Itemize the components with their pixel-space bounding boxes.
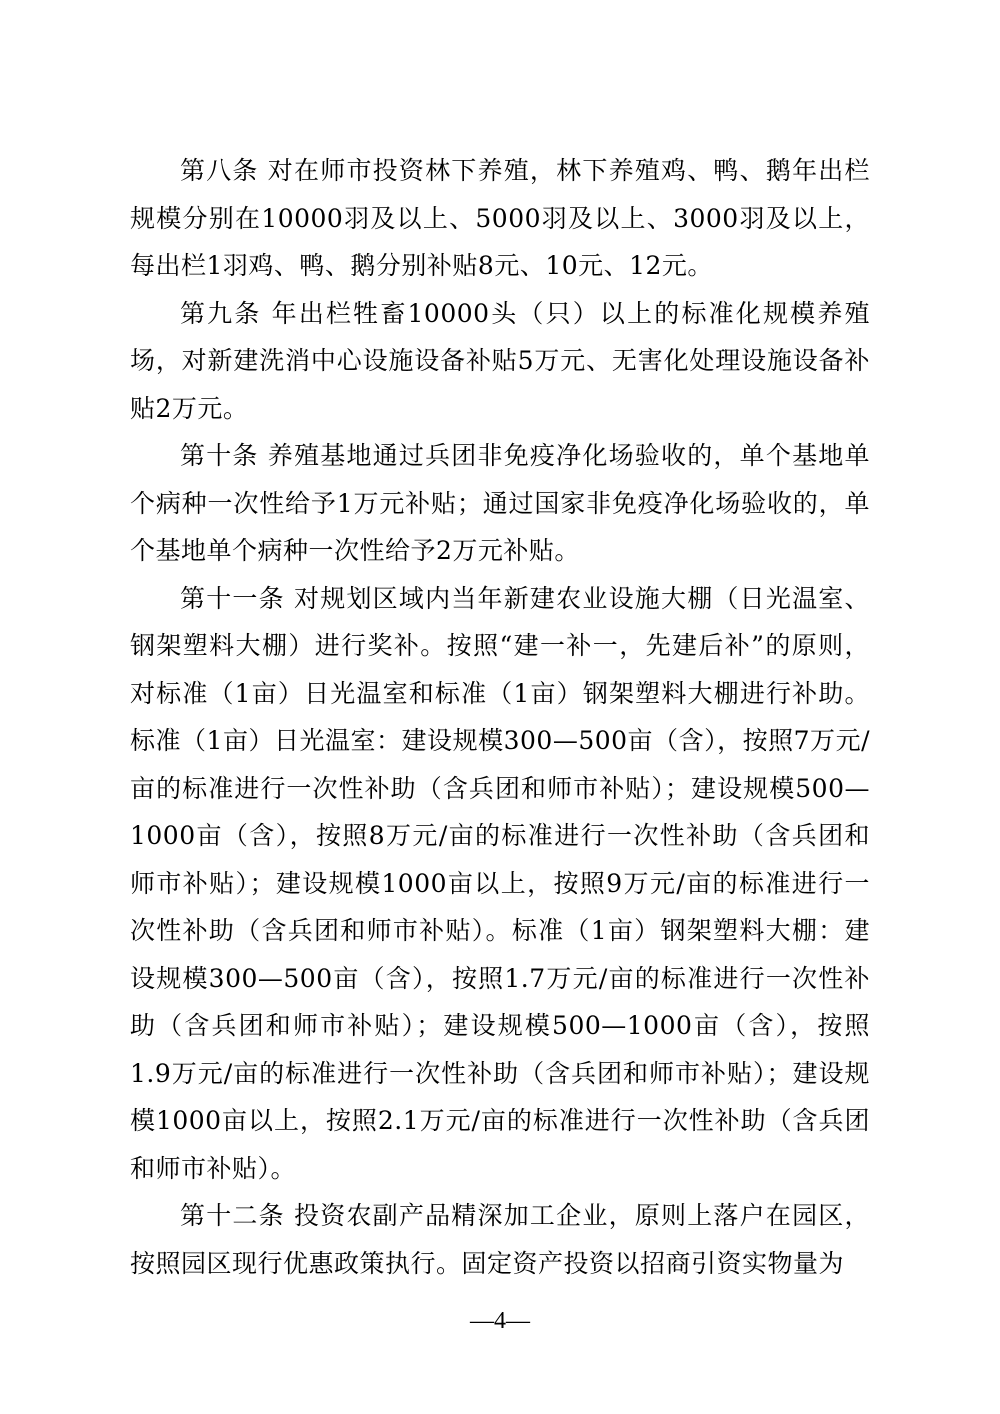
paragraph-article-8: 第八条 对在师市投资林下养殖，林下养殖鸡、鸭、鹅年出栏规模分别在10000羽及以上、5000羽及以上、3000羽及以上，每出栏1羽鸡、鸭、鹅分别补贴8元、10元、12元。 (130, 156, 870, 280)
paragraph-article-11: 第十一条 对规划区域内当年新建农业设施大棚（日光温室、钢架塑料大棚）进行奖补。按照“建一补一，先建后补”的原则，对标准（1亩）日光温室和标准（1亩）钢架塑料大棚进行补助。标准（1亩）日光温室：建设规模300—500亩（含），按照7万元/亩的标准进行一次性补助（含兵团和师市补贴）；建设规模500—1000亩（含），按照8万元/亩的标准进行一次性补助（含兵团和师市补贴）；建设规模1000亩以上，按照9万元/亩的标准进行一次性补助（含兵团和师市补贴）。标准（1亩）钢架塑料大棚：建设规模300—500亩（含），按照1.7万元/亩的标准进行一次性补助（含兵团和师市补贴）；建设规模500—1000亩（含），按照1.9万元/亩的标准进行一次性补助（含兵团和师市补贴）；建设规模1000亩以上，按照2.1万元/亩的标准进行一次性补助（含兵团和师市补贴）。 (130, 583, 870, 1183)
document-body (130, 147, 870, 1287)
paragraph-article-9: 第九条 年出栏牲畜10000头（只）以上的标准化规模养殖场，对新建洗消中心设施设备补贴5万元、无害化处理设施设备补贴2万元。 (130, 298, 870, 423)
paragraph-article-12: 第十二条 投资农副产品精深加工企业，原则上落户在园区，按照园区现行优惠政策执行。固定资产投资以招商引资实物量为 (130, 1201, 870, 1278)
paragraph-article-10: 第十条 养殖基地通过兵团非免疫净化场验收的，单个基地单个病种一次性给予1万元补贴；通过国家非免疫净化场验收的，单个基地单个病种一次性给予2万元补贴。 (130, 441, 870, 565)
page-number: —4— (470, 1308, 530, 1334)
